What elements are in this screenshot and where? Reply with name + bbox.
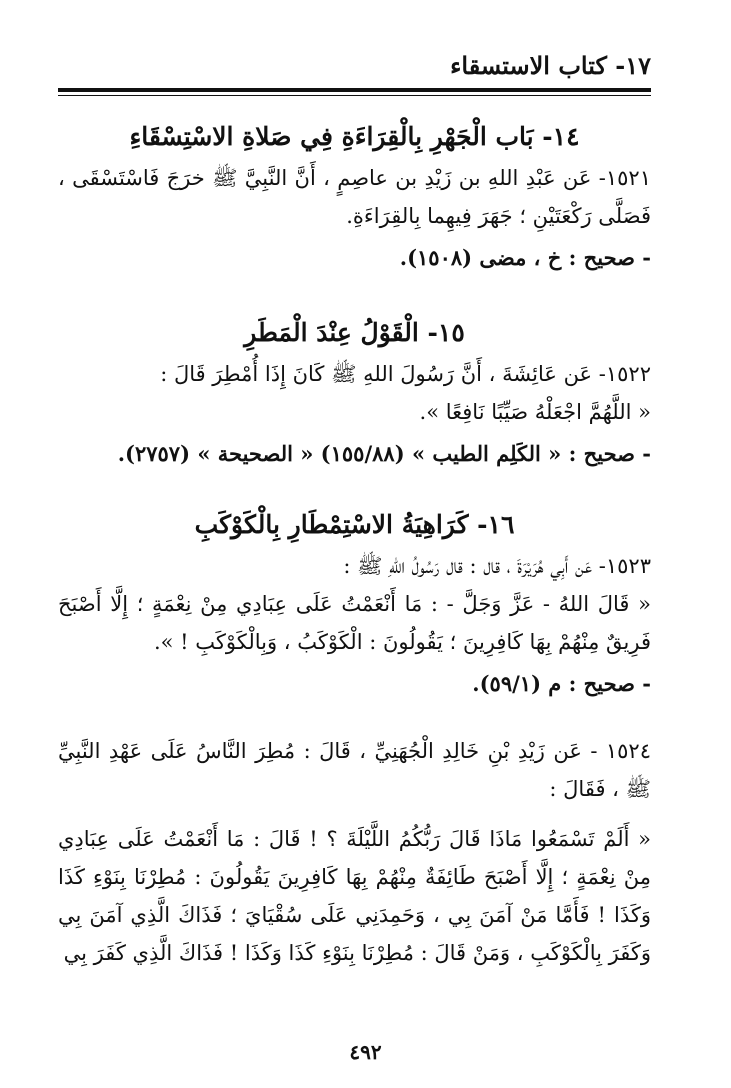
header-rule-thin — [58, 95, 651, 96]
running-title: ١٧- كتاب الاستسقاء — [450, 51, 651, 80]
grading-note: - صحيح : « الكَلِم الطيب » (١٥٥/٨٨) « الصحيحة » (٢٧٥٧). — [117, 441, 651, 466]
page-number: ٤٩٢ — [349, 1040, 382, 1064]
section-heading: ١٤- بَاب الْجَهْرِ بِالْقِرَاءَةِ فِي صَلاةِ الاسْتِسْقَاءِ — [129, 122, 580, 151]
section-heading: ١٥- الْقَوْلُ عِنْدَ الْمَطَرِ — [244, 318, 465, 347]
section-hadith-1524 — [58, 732, 651, 972]
section-15 — [58, 318, 651, 473]
hadith-1524-text: « أَلَمْ تَسْمَعُوا مَاذَا قَالَ رَبُّكُمُ اللَّيْلَةَ ؟ ! قَالَ : مَا أَنْعَمْتُ عَلَى عِبَادِي مِنْ نِعْمَةٍ ؛ إِلَّا أَصْبَحَ طَائِفَةٌ مِنْهُمْ بِهَا كَافِرِينَ يَقُولُونَ : مُطِرْنَا بِنَوْءِ كَذَا وَكَذَا ! فَأَمَّا مَنْ آمَنَ بِي ، وَحَمِدَنِي عَلَى سُقْيَايَ ؛ فَذَاكَ الَّذِي آمَنَ بِي وَكَفَرَ بِالْكَوْكَبِ ، وَمَنْ قَالَ : مُطِرْنَا بِنَوْءِ كَذَا وَكَذَا ! فَذَاكَ الَّذِي كَفَرَ بِي — [58, 827, 651, 965]
hadith-1521: ١٥٢١- عَن عَبْدِ اللهِ بن زَيْدِ بن عاصِمٍ ، أَنَّ النَّبِيَّ ﷺ خرَجَ فَاسْتَسْقَى ، فَصَلَّى رَكْعَتَيْنِ ؛ جَهَرَ فِيهِما بِالقِرَاءَةِ. — [58, 166, 651, 228]
hadith-1522: ١٥٢٢- عَن عَائِشَةَ ، أَنَّ رَسُولَ اللهِ ﷺ كَانَ إِذَا أُمْطِرَ قَالَ : — [160, 362, 651, 386]
running-header — [60, 46, 651, 80]
hadith-1524: ١٥٢٤ - عَن زَيْدِ بْنِ خَالِدِ الْجُهَنِيِّ ، قَالَ : مُطِرَ النَّاسُ عَلَى عَهْدِ النَّبِيِّ ﷺ ، فَقَالَ : — [58, 739, 651, 801]
grading-note: - صحيح : خ ، مضى (١٥٠٨). — [399, 245, 651, 270]
section-16 — [58, 510, 651, 703]
section-14 — [58, 122, 651, 277]
hadith-1523: ١٥٢٣- عَن أَبِي هُرَيْرَةَ ، قال : قال رَسُولُ اللهِ ﷺ : — [343, 554, 651, 578]
hadith-1523-text: « قَالَ اللهُ - عَزَّ وَجَلَّ - : مَا أَنْعَمْتُ عَلَى عِبَادِي مِنْ نِعْمَةٍ ؛ إِلَّا أَصْبَحَ فَرِيقٌ مِنْهُمْ بِهَا كَافِرِينَ ؛ يَقُولُونَ : الْكَوْكَبُ ، وَبِالْكَوْكَبِ ! ». — [58, 592, 651, 654]
header-rule-thick — [58, 88, 651, 92]
section-heading: ١٦- كَرَاهِيَةُ الاسْتِمْطَارِ بِالْكَوْكَبِ — [194, 510, 515, 539]
hadith-1522-text: « اللَّهُمَّ اجْعَلْهُ صَيِّبًا نَافِعًا ». — [419, 400, 651, 424]
grading-note: - صحيح : م (٥٩/١). — [472, 671, 651, 696]
